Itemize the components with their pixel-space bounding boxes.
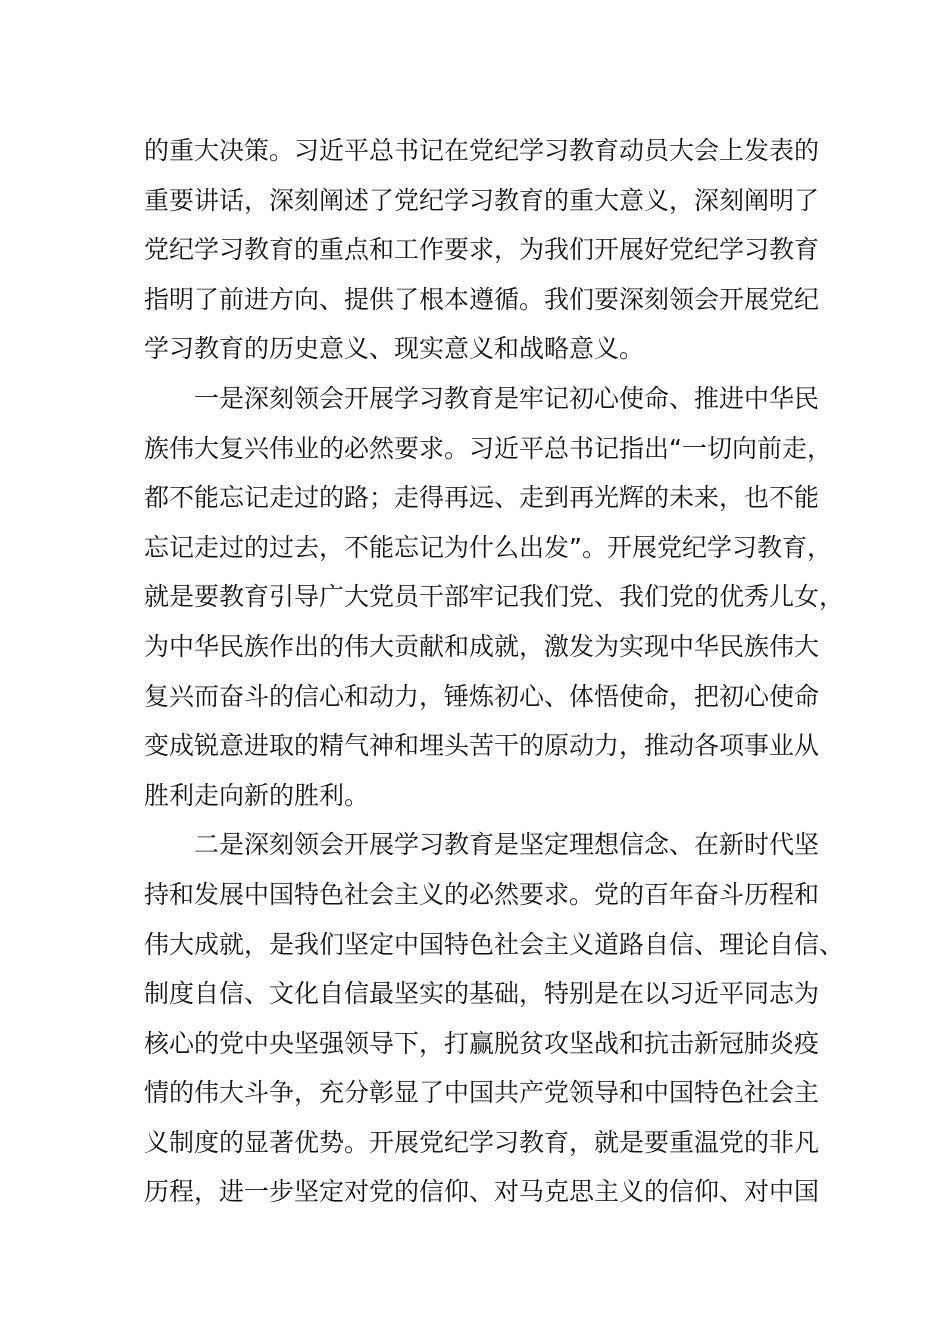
paragraph-line: 持和发展中国特色社会主义的必然要求。党的百年奋斗历程和 bbox=[144, 879, 820, 909]
paragraph-3 bbox=[144, 820, 864, 1217]
paragraph-line: 学习教育的历史意义、现实意义和战略意义。 bbox=[144, 334, 645, 364]
paragraph-1 bbox=[144, 126, 864, 374]
document-body bbox=[144, 126, 864, 1217]
paragraph-line: 胜利走向新的胜利。 bbox=[144, 780, 370, 810]
paragraph-2 bbox=[144, 374, 864, 820]
paragraph-line: 都不能忘记走过的路；走得再远、走到再光辉的未来，也不能 bbox=[144, 483, 820, 513]
paragraph-line: 指明了前进方向、提供了根本遵循。我们要深刻领会开展党纪 bbox=[144, 284, 820, 314]
paragraph-line: 伟大成就，是我们坚定中国特色社会主义道路自信、理论自信、 bbox=[144, 929, 845, 959]
paragraph-line: 为中华民族作出的伟大贡献和成就，激发为实现中华民族伟大 bbox=[144, 631, 820, 661]
paragraph-line: 的重大决策。习近平总书记在党纪学习教育动员大会上发表的 bbox=[144, 136, 820, 165]
paragraph-line: 情的伟大斗争，充分彰显了中国共产党领导和中国特色社会主 bbox=[144, 1078, 820, 1108]
paragraph-line: 一是深刻领会开展学习教育是牢记初心使命、推进中华民 bbox=[194, 383, 820, 413]
paragraph-line: 制度自信、文化自信最坚实的基础，特别是在以习近平同志为 bbox=[144, 979, 820, 1009]
paragraph-line: 义制度的显著优势。开展党纪学习教育，就是要重温党的非凡 bbox=[144, 1127, 820, 1157]
paragraph-line: 变成锐意进取的精气神和埋头苦干的原动力，推动各项事业从 bbox=[144, 731, 820, 761]
paragraph-line: 复兴而奋斗的信心和动力，锤炼初心、体悟使命，把初心使命 bbox=[144, 681, 820, 711]
paragraph-line: 族伟大复兴伟业的必然要求。习近平总书记指出“一切向前走， bbox=[144, 433, 832, 463]
paragraph-line: 二是深刻领会开展学习教育是坚定理想信念、在新时代坚 bbox=[194, 830, 820, 860]
paragraph-line: 忘记走过的过去，不能忘记为什么出发”。开展党纪学习教育， bbox=[144, 532, 832, 562]
paragraph-line: 就是要教育引导广大党员干部牢记我们党、我们党的优秀儿女， bbox=[144, 582, 845, 612]
paragraph-line: 历程，进一步坚定对党的信仰、对马克思主义的信仰、对中国 bbox=[144, 1177, 820, 1207]
paragraph-line: 重要讲话，深刻阐述了党纪学习教育的重大意义，深刻阐明了 bbox=[144, 185, 820, 215]
paragraph-line: 核心的党中央坚强领导下，打赢脱贫攻坚战和抗击新冠肺炎疫 bbox=[144, 1028, 820, 1058]
paragraph-line: 党纪学习教育的重点和工作要求，为我们开展好党纪学习教育 bbox=[144, 235, 820, 265]
